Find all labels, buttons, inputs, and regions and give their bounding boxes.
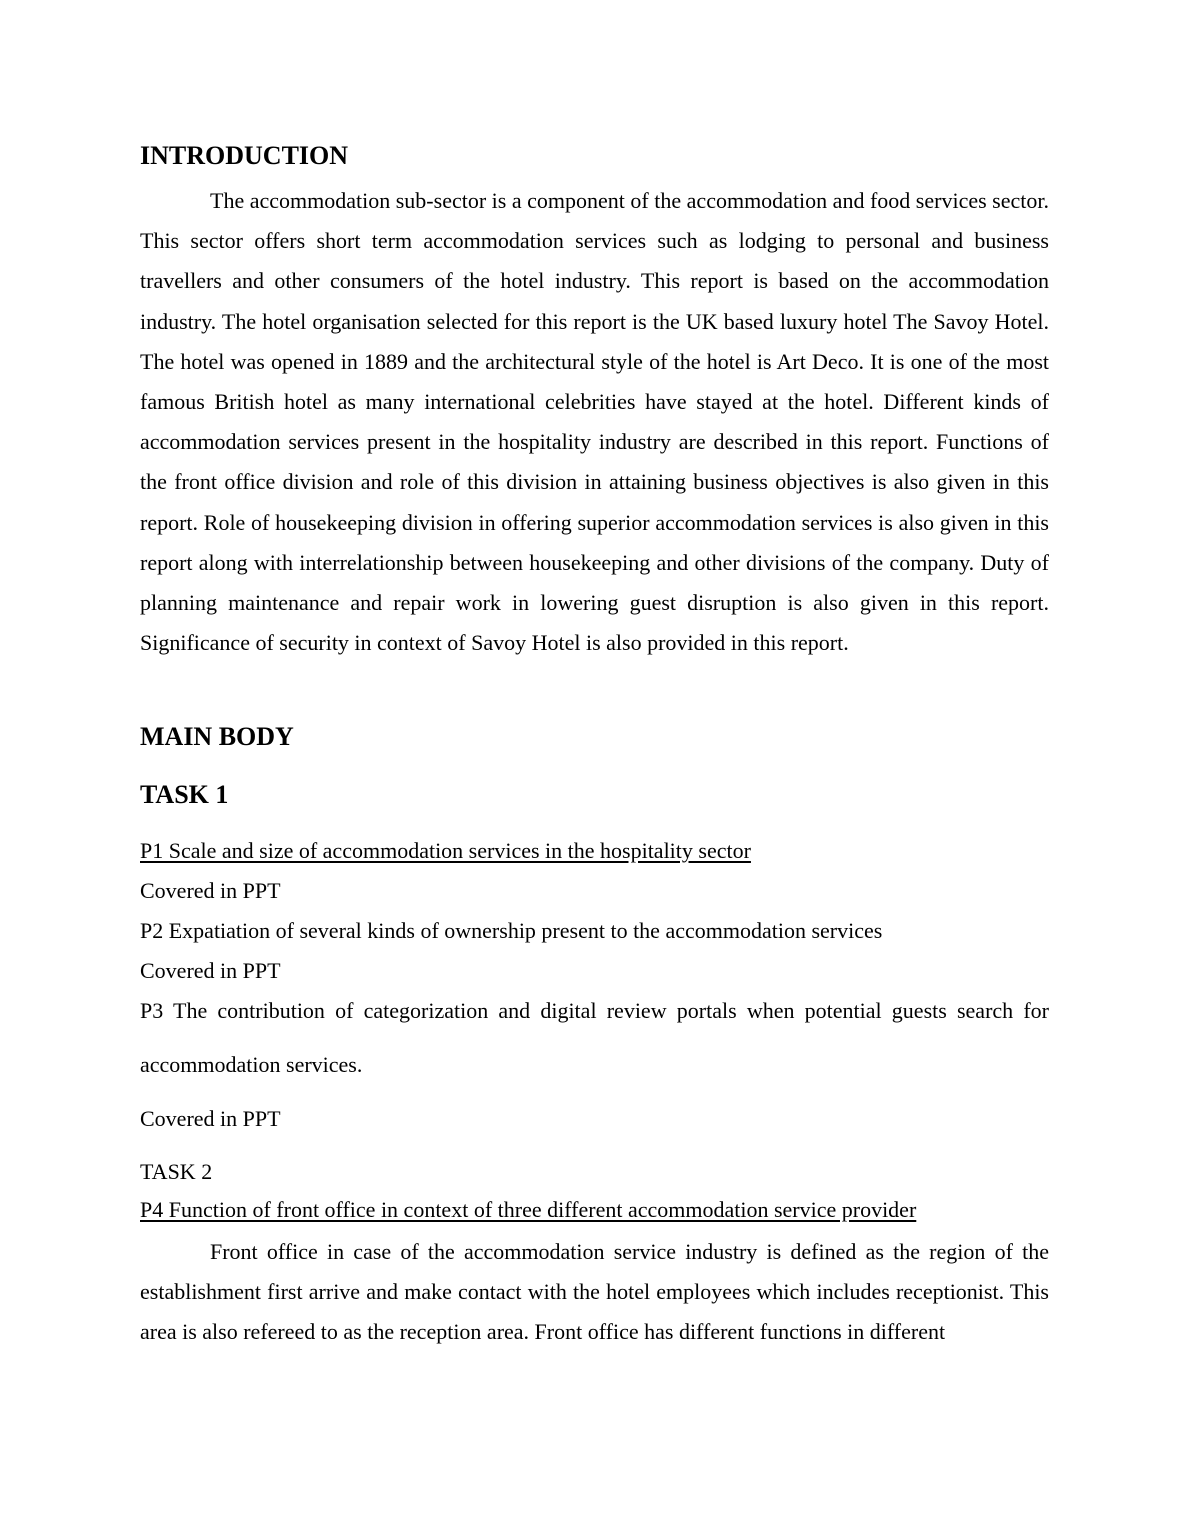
main-body-heading: MAIN BODY [140, 722, 294, 751]
task2-heading: TASK 2 [140, 1159, 213, 1184]
p1-title: P1 Scale and size of accommodation services in the hospitality sector [140, 838, 751, 863]
p3-title-line2: accommodation services. [140, 1052, 363, 1077]
p3-title-line1: P3 The contribution of categorization and digital review portals when potential guests search for [140, 998, 1049, 1023]
introduction-paragraph: The accommodation sub-sector is a component of the accommodation and food services sector. This sector offers short term accommodation services such as lodging to personal and business travellers and other consumers of the hotel industry. This report is based on the accommodation industry. The hotel organisation selected for this report is the UK based luxury hotel The Savoy Hotel. The hotel was opened in 1889 and the architectural style of the hotel is Art Deco. It is one of the most famous British hotel as many international celebrities have stayed at the hotel. Different kinds of accommodation services present in the hospitality industry are described in this report. Functions of the front office division and role of this division in attaining business objectives is also given in this report. Role of housekeeping division in offering superior accommodation services is also given in this report along with interrelationship between housekeeping and other divisions of the company. Duty of planning maintenance and repair work in lowering guest disruption is also given in this report. Significance of security in context of Savoy Hotel is also provided in this report. [140, 188, 1049, 656]
p1-note: Covered in PPT [140, 878, 281, 903]
p2-note: Covered in PPT [140, 958, 281, 983]
introduction-heading: INTRODUCTION [140, 141, 349, 170]
task1-heading: TASK 1 [140, 780, 229, 809]
p2-title: P2 Expatiation of several kinds of ownership present to the accommodation services [140, 918, 883, 943]
p4-paragraph: Front office in case of the accommodation service industry is defined as the region of the establishment first arrive and make contact with the hotel employees which includes receptionist. This area is also refereed to as the reception area. Front office has different functions in different [140, 1239, 1049, 1345]
p3-note: Covered in PPT [140, 1106, 281, 1131]
p4-title: P4 Function of front office in context of three different accommodation service provider [140, 1197, 917, 1222]
